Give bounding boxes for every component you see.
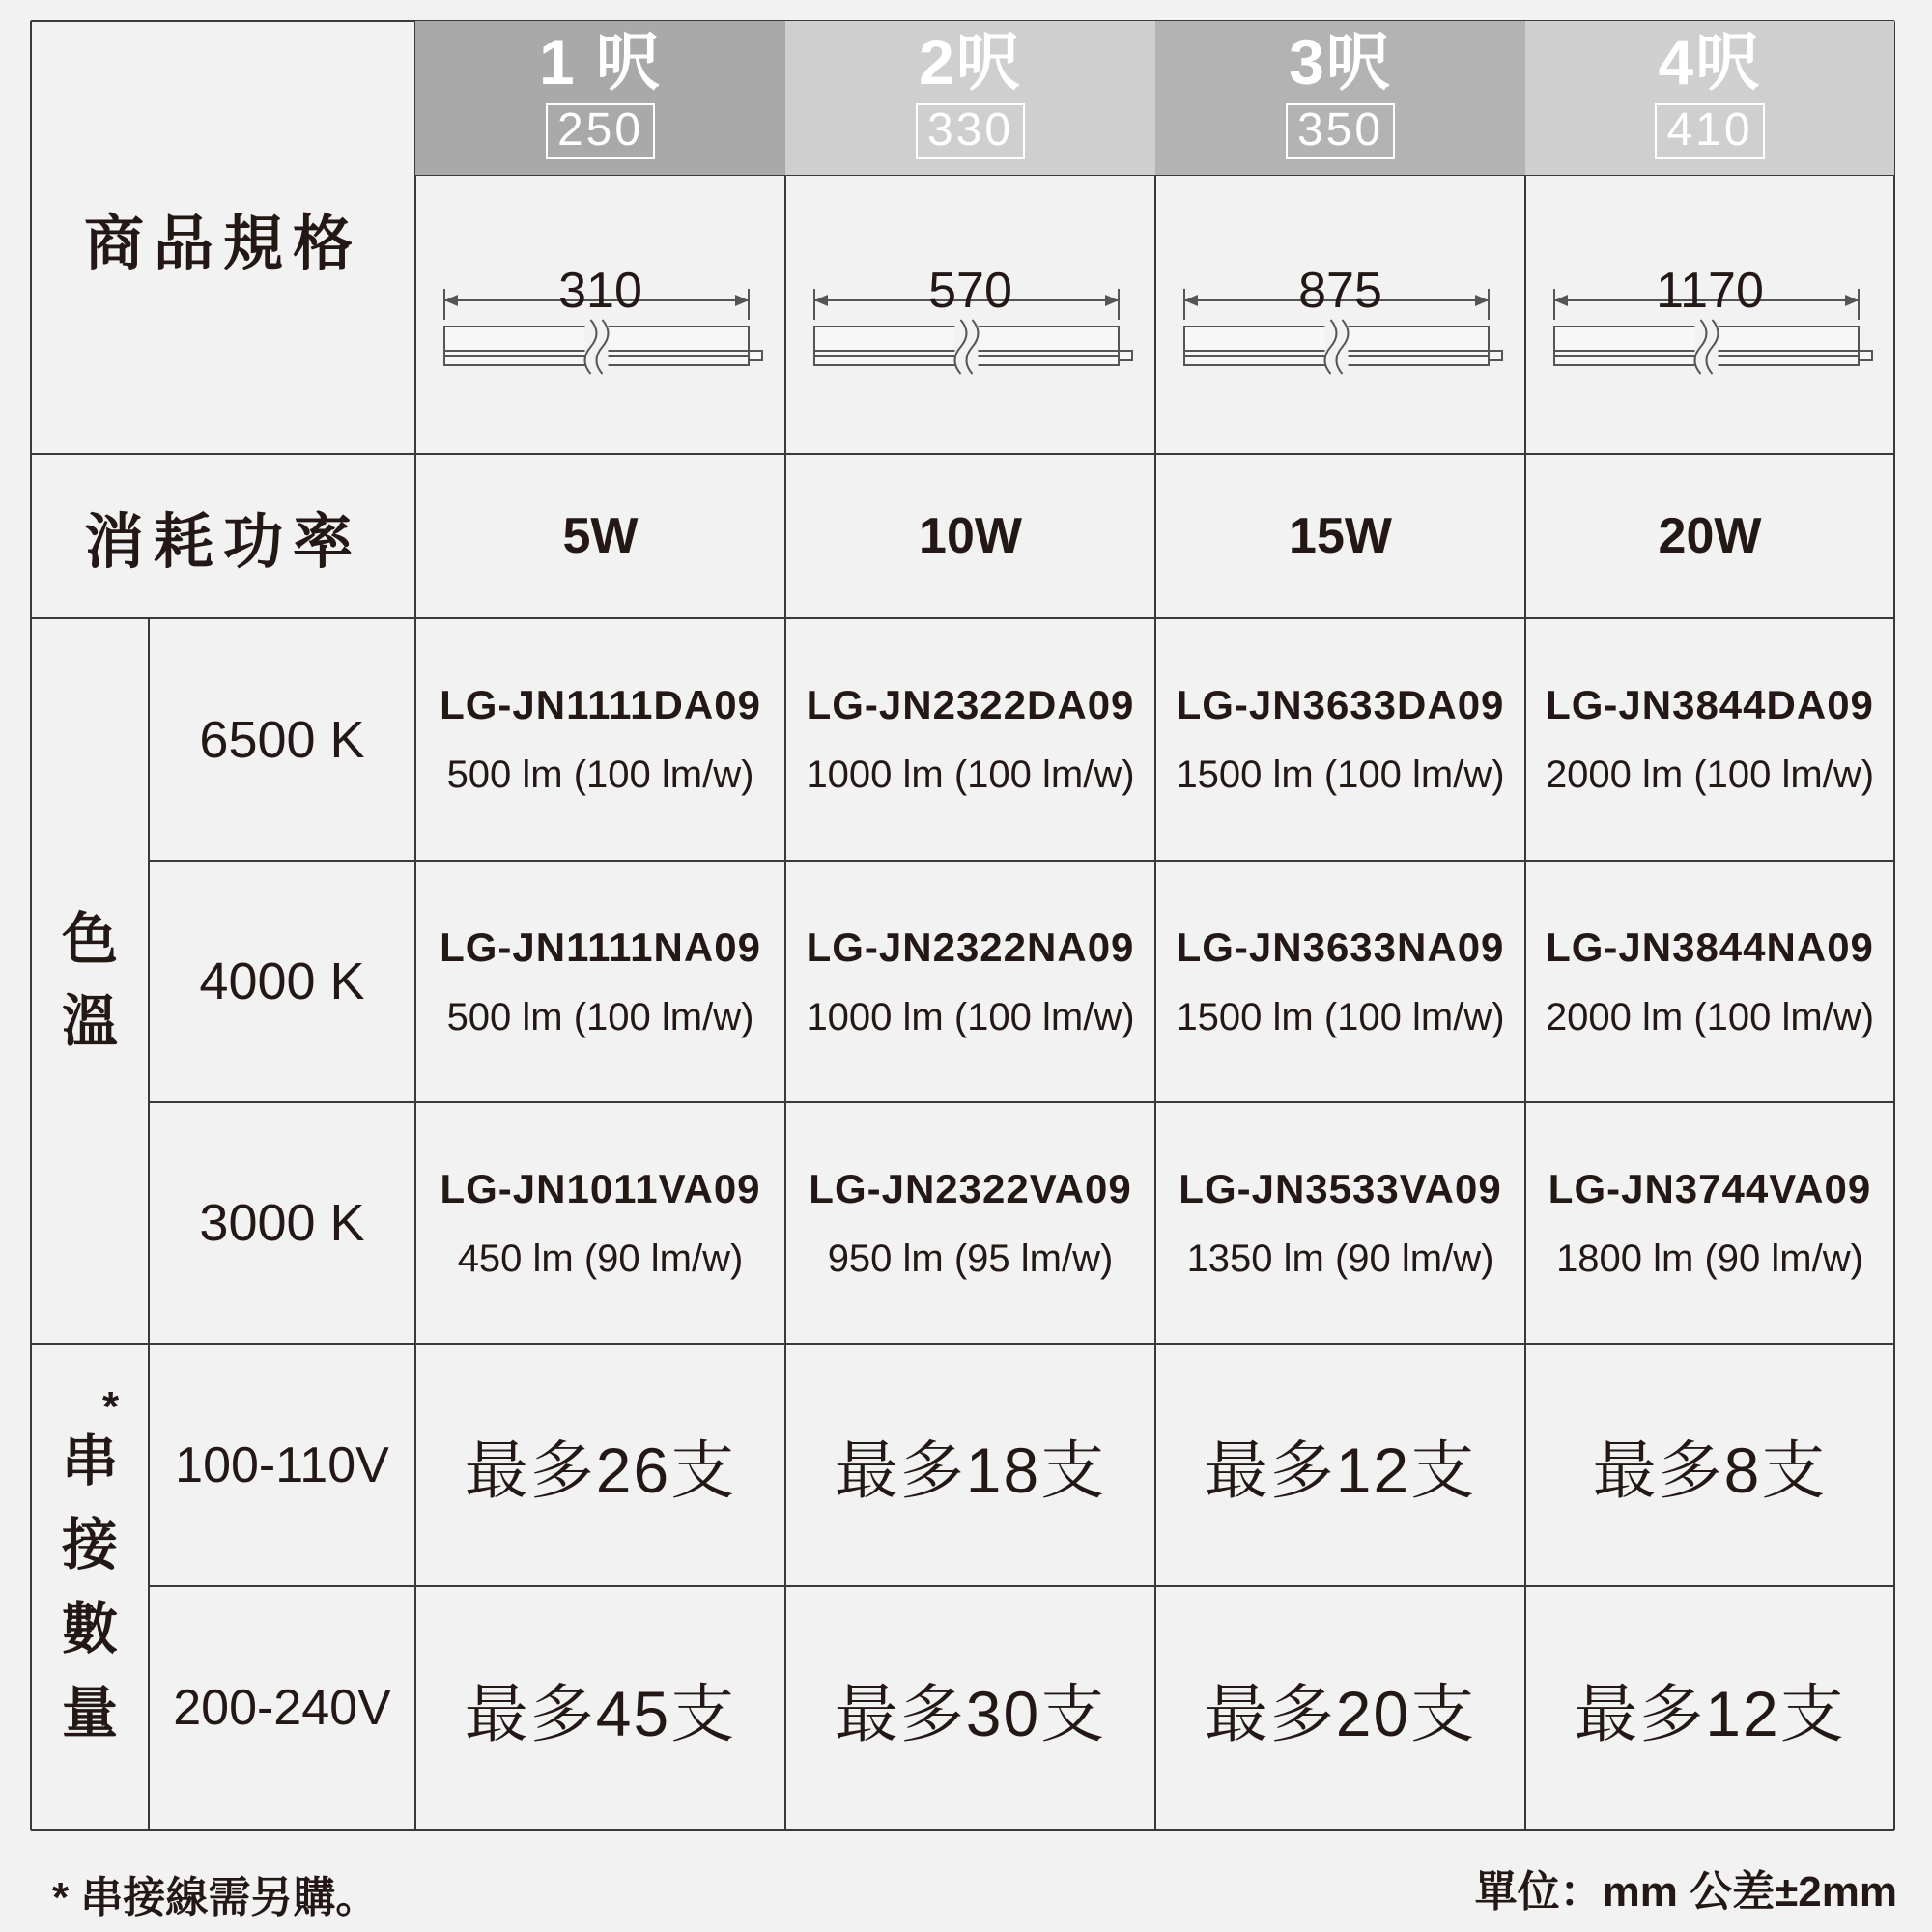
model-cell [1525,861,1894,1102]
length-value: 1170 [1656,263,1764,319]
model-number: LG-JN2322DA09 [806,682,1135,727]
series-count: 最多30支 [834,1677,1107,1749]
power-value: 15W [1289,508,1392,564]
color-temp-label [31,618,149,1344]
length-diagram-4ft [1525,175,1894,454]
series-count: 最多8支 [1592,1435,1828,1506]
color-temp-3000k: 3000 K [199,1194,365,1252]
voltage-200-240v: 200-240V [173,1680,391,1736]
model-number: LG-JN3633DA09 [1176,682,1505,727]
lumen-value: 450 lm (90 lm/w) [457,1236,744,1280]
length-value: 310 [558,263,642,319]
series-count: 最多18支 [834,1435,1107,1506]
length-value: 570 [928,263,1012,319]
column-name: 1 呎 [538,25,663,98]
spec-label: 商品規格 [83,210,362,277]
color-temp-char: 色 [61,908,118,972]
model-number: LG-JN1111DA09 [440,682,761,727]
lamp-connector [1859,351,1872,360]
voltage-100-110v: 100-110V [175,1436,389,1493]
model-number: LG-JN3844DA09 [1546,682,1874,727]
series-count: 最多20支 [1204,1677,1477,1749]
column-code: 410 [1655,103,1764,159]
model-cell [415,618,785,861]
column-code: 250 [546,103,655,159]
lumen-value: 1500 lm (100 lm/w) [1176,753,1505,796]
lumen-value: 1350 lm (90 lm/w) [1186,1236,1494,1280]
model-cell [785,1102,1155,1344]
length-diagram-3ft [1155,175,1525,454]
series-count: 最多45支 [464,1677,737,1749]
column-header-4ft [1525,21,1894,175]
lumen-value: 1000 lm (100 lm/w) [806,753,1135,796]
lumen-value: 2000 lm (100 lm/w) [1545,995,1875,1038]
model-number: LG-JN3533VA09 [1179,1165,1502,1211]
power-value: 5W [562,508,639,564]
series-asterisk: * [102,1383,120,1431]
power-label: 消耗功率 [83,508,362,576]
model-cell [1155,1102,1525,1344]
series-char: 接 [61,1513,118,1577]
model-number: LG-JN1011VA09 [440,1165,761,1211]
model-number: LG-JN3844NA09 [1546,923,1874,970]
series-char: 串 [61,1429,118,1492]
model-cell [1525,1102,1894,1344]
color-temp-4000k: 4000 K [199,952,365,1010]
series-count: 最多26支 [464,1435,737,1506]
lamp-connector [749,351,762,360]
column-name: 2呎 [919,25,1022,98]
unit-note: 單位：mm 公差±2mm [1474,1868,1897,1916]
color-temp-6500k: 6500 K [199,710,365,769]
model-cell [1155,618,1525,861]
model-cell [1155,861,1525,1102]
series-count-label [31,1344,149,1830]
column-header-1ft [415,21,785,175]
lamp-connector [1489,351,1502,360]
column-code: 350 [1286,103,1395,159]
column-name: 3呎 [1289,25,1392,98]
column-name: 4呎 [1658,25,1762,98]
column-code: 330 [916,103,1025,159]
lumen-value: 500 lm (100 lm/w) [446,995,754,1038]
lumen-value: 950 lm (95 lm/w) [827,1236,1114,1280]
power-value: 20W [1658,508,1762,564]
series-count: 最多12支 [1574,1677,1846,1749]
column-header-2ft [785,21,1155,175]
lumen-value: 1800 lm (90 lm/w) [1556,1236,1863,1280]
model-number: LG-JN1111NA09 [440,923,761,970]
lumen-value: 500 lm (100 lm/w) [446,753,754,796]
series-char: 數 [61,1597,118,1661]
model-number: LG-JN2322VA09 [809,1165,1132,1211]
lumen-value: 1500 lm (100 lm/w) [1176,995,1505,1038]
model-cell [785,618,1155,861]
model-number: LG-JN3633NA09 [1176,923,1505,970]
length-diagram-1ft [415,175,785,454]
length-diagram-2ft [785,175,1155,454]
footnote: * 串接線需另購。 [52,1874,379,1921]
model-cell [1525,618,1894,861]
series-char: 量 [61,1681,118,1745]
column-header-3ft [1155,21,1525,175]
model-number: LG-JN3744VA09 [1548,1165,1872,1211]
lumen-value: 1000 lm (100 lm/w) [806,995,1135,1038]
series-count: 最多12支 [1204,1435,1477,1506]
length-value: 875 [1298,263,1382,319]
model-cell [785,861,1155,1102]
model-number: LG-JN2322NA09 [806,923,1135,970]
color-temp-char: 溫 [61,989,118,1053]
power-value: 10W [919,508,1022,564]
lumen-value: 2000 lm (100 lm/w) [1545,753,1875,796]
model-cell [415,861,785,1102]
lamp-connector [1119,351,1132,360]
model-cell [415,1102,785,1344]
